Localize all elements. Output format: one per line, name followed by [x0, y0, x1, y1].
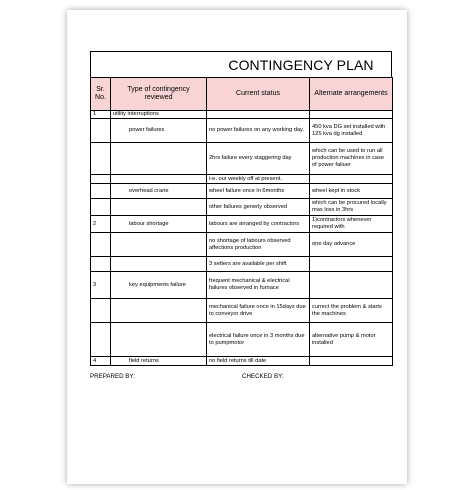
header-alternate: Alternate arrangements [310, 78, 393, 111]
cell-status: i-e. our weekly off at present. [207, 175, 310, 184]
header-sr-no: Sr. No. [91, 78, 111, 111]
table-row [91, 323, 393, 357]
cell-type [111, 175, 207, 184]
table-row [91, 233, 393, 257]
cell-status: labours are arranged by contractors [207, 216, 310, 233]
cell-sr-no [91, 184, 111, 199]
cell-type: labour shortage [111, 216, 207, 233]
cell-status: no shortage of labours observed affections production [207, 233, 310, 257]
cell-type: overhead crane [111, 184, 207, 199]
table-row [91, 299, 393, 323]
cell-sr-no [91, 323, 111, 357]
cell-alternate: 450 kva DG set installed with 125 kva dg installed [310, 119, 393, 143]
header-type: Type of contingency reviewed [111, 78, 207, 111]
table-row [91, 175, 393, 184]
header-current-status: Current status [207, 78, 310, 111]
cell-type [111, 257, 207, 272]
signature-line [90, 373, 392, 380]
cell-alternate: which can be used to run all production machines in case of power failuer [310, 143, 393, 175]
cell-sr-no [91, 175, 111, 184]
cell-alternate [310, 272, 393, 299]
cell-sr-no: 4 [91, 357, 111, 366]
table-row [91, 216, 393, 233]
cell-status: 2hrs failure every staggering day [207, 143, 310, 175]
cell-sr-no: 3 [91, 272, 111, 299]
table-row [91, 184, 393, 199]
table-row [91, 143, 393, 175]
cell-type: power failures [111, 119, 207, 143]
cell-type: utility interruptions [111, 111, 207, 119]
table-row [91, 272, 393, 299]
cell-alternate [310, 257, 393, 272]
cell-sr-no: 2 [91, 216, 111, 233]
cell-status: no field returns till date [207, 357, 310, 366]
cell-type [111, 299, 207, 323]
cell-status: 3 setters are available per shift [207, 257, 310, 272]
cell-alternate: 1)contractors whenever required with [310, 216, 393, 233]
table-row [91, 357, 393, 366]
cell-sr-no [91, 119, 111, 143]
cell-type: field returns [111, 357, 207, 366]
cell-sr-no [91, 233, 111, 257]
cell-status: other failures generly observed [207, 199, 310, 216]
table-row [91, 199, 393, 216]
cell-type [111, 199, 207, 216]
checked-by-label: CHECKED BY: [242, 373, 284, 380]
cell-status: no power failures on any working day. [207, 119, 310, 143]
table-row [91, 111, 393, 119]
document-title: CONTINGENCY PLAN [90, 51, 392, 77]
cell-status: frequent mechanical & electrical failures observed in furnace [207, 272, 310, 299]
cell-sr-no [91, 199, 111, 216]
cell-alternate: one day advance [310, 233, 393, 257]
cell-sr-no [91, 143, 111, 175]
cell-alternate: currect the problem & starts the machines [310, 299, 393, 323]
cell-alternate [310, 175, 393, 184]
contingency-plan-document [90, 51, 392, 380]
cell-sr-no [91, 299, 111, 323]
cell-status: mechanical failure once in 15days due to conveyor drive [207, 299, 310, 323]
table-header-row [91, 78, 393, 111]
cell-status: wheel failure once in 6months [207, 184, 310, 199]
cell-alternate [310, 111, 393, 119]
cell-type [111, 233, 207, 257]
cell-type: key equipments failure [111, 272, 207, 299]
cell-alternate [310, 357, 393, 366]
cell-alternate: alternative pump & motor installed [310, 323, 393, 357]
cell-sr-no [91, 257, 111, 272]
cell-status [207, 111, 310, 119]
cell-type [111, 323, 207, 357]
contingency-table [90, 77, 393, 366]
table-row [91, 119, 393, 143]
cell-type [111, 143, 207, 175]
table-row [91, 257, 393, 272]
cell-sr-no: 1 [91, 111, 111, 119]
prepared-by-label: PREPARED BY: [90, 373, 135, 380]
cell-status: electrical failure once in 3 months due to pumpmotor [207, 323, 310, 357]
cell-alternate: which can be procured locally max loss in 3hrs [310, 199, 393, 216]
cell-alternate: wheel kept in stock [310, 184, 393, 199]
